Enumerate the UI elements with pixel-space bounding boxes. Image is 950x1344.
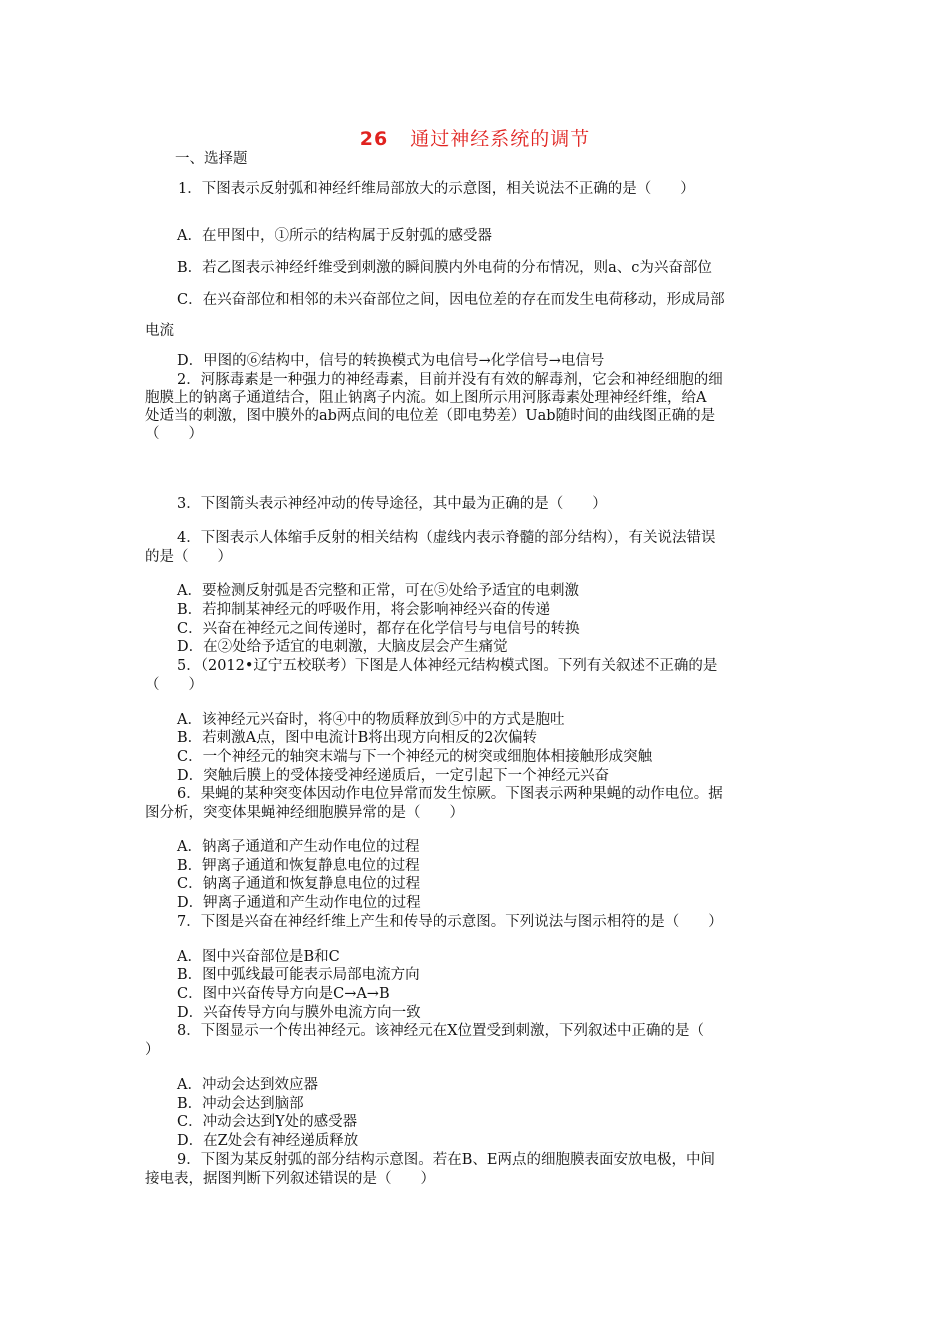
q6-option-c: C．钠离子通道和恢复静息电位的过程 <box>177 876 421 892</box>
question-6-line-2: 图分析，突变体果蝇神经细胞膜异常的是（ ） <box>145 805 464 821</box>
title-text: 通过神经系统的调节 <box>410 128 591 150</box>
q4-option-c: C．兴奋在神经元之间传递时，都存在化学信号与电信号的转换 <box>177 621 580 637</box>
question-2-line-3: 处适当的刺激，图中膜外的ab两点间的电位差（即电势差）Uab随时间的曲线图正确的是 <box>145 408 716 424</box>
question-7-stem: 7．下图是兴奋在神经纤维上产生和传导的示意图。下列说法与图示相符的是（ ） <box>177 914 723 930</box>
question-3-stem: 3．下图箭头表示神经冲动的传导途径，其中最为正确的是（ ） <box>177 496 607 512</box>
question-5-line-1: 5．（2012•辽宁五校联考）下图是人体神经元结构模式图。下列有关叙述不正确的是 <box>177 658 718 674</box>
q7-option-a: A．图中兴奋部位是B和C <box>177 949 340 965</box>
q5-option-b: B．若刺激A点，图中电流计B将出现方向相反的2次偏转 <box>177 730 538 746</box>
q7-option-d: D．兴奋传导方向与膜外电流方向一致 <box>177 1005 421 1021</box>
q1-option-d: D．甲图的⑥结构中，信号的转换模式为电信号→化学信号→电信号 <box>177 353 605 369</box>
question-4-line-1: 4．下图表示人体缩手反射的相关结构（虚线内表示脊髓的部分结构），有关说法错误 <box>177 530 716 546</box>
question-2-line-2: 胞膜上的钠离子通道结合，阻止钠离子内流。如上图所示用河豚毒素处理神经纤维，给A <box>145 390 707 406</box>
question-9-line-1: 9．下图为某反射弧的部分结构示意图。若在B、E两点的细胞膜表面安放电极，中间 <box>177 1152 715 1168</box>
q8-option-c: C．冲动会达到Y处的感受器 <box>177 1114 358 1130</box>
q5-option-a: A．该神经元兴奋时，将④中的物质释放到⑤中的方式是胞吐 <box>177 712 565 728</box>
q1-option-b: B．若乙图表示神经纤维受到刺激的瞬间膜内外电荷的分布情况，则a、c为兴奋部位 <box>177 260 712 276</box>
q4-option-a: A．要检测反射弧是否完整和正常，可在⑤处给予适宜的电刺激 <box>177 583 579 599</box>
q6-option-b: B．钾离子通道和恢复静息电位的过程 <box>177 858 420 874</box>
question-5-line-2: （ ） <box>145 677 203 693</box>
q5-option-d: D．突触后膜上的受体接受神经递质后，一定引起下一个神经元兴奋 <box>177 768 610 784</box>
question-4-line-2: 的是（ ） <box>145 549 232 565</box>
page-title <box>0 124 950 151</box>
title-number: 26 <box>359 128 389 150</box>
question-2-line-1: 2．河豚毒素是一种强力的神经毒素，目前并没有有效的解毒剂，它会和神经细胞的细 <box>177 372 723 388</box>
q1-option-a: A．在甲图中，①所示的结构属于反射弧的感受器 <box>177 228 492 244</box>
q6-option-a: A．钠离子通道和产生动作电位的过程 <box>177 839 420 855</box>
q4-option-d: D．在②处给予适宜的电刺激，大脑皮层会产生痛觉 <box>177 639 508 655</box>
q1-option-c: C．在兴奋部位和相邻的未兴奋部位之间，因电位差的存在而发生电荷移动，形成局部 <box>177 292 725 308</box>
q7-option-b: B．图中弧线最可能表示局部电流方向 <box>177 967 420 983</box>
q8-option-b: B．冲动会达到脑部 <box>177 1096 304 1112</box>
q4-option-b: B．若抑制某神经元的呼吸作用，将会影响神经兴奋的传递 <box>177 602 551 618</box>
section-heading: 一、选择题 <box>175 151 248 167</box>
question-8-line-1: 8．下图显示一个传出神经元。该神经元在X位置受到刺激，下列叙述中正确的是（ <box>177 1023 705 1039</box>
question-9-line-2: 接电表，据图判断下列叙述错误的是（ ） <box>145 1171 435 1187</box>
question-1-stem: 1．下图表示反射弧和神经纤维局部放大的示意图，相关说法不正确的是（ ） <box>178 181 695 197</box>
question-2-line-4: （ ） <box>145 426 203 442</box>
q7-option-c: C．图中兴奋传导方向是C→A→B <box>177 986 390 1002</box>
question-8-line-2: ） <box>145 1042 160 1058</box>
q8-option-d: D．在Z处会有神经递质释放 <box>177 1133 359 1149</box>
question-6-line-1: 6．果蝇的某种突变体因动作电位异常而发生惊厥。下图表示两种果蝇的动作电位。据 <box>177 786 723 802</box>
q1-option-c-cont: 电流 <box>145 323 174 339</box>
q8-option-a: A．冲动会达到效应器 <box>177 1077 318 1093</box>
q5-option-c: C．一个神经元的轴突末端与下一个神经元的树突或细胞体相接触形成突触 <box>177 749 653 765</box>
q6-option-d: D．钾离子通道和产生动作电位的过程 <box>177 895 421 911</box>
